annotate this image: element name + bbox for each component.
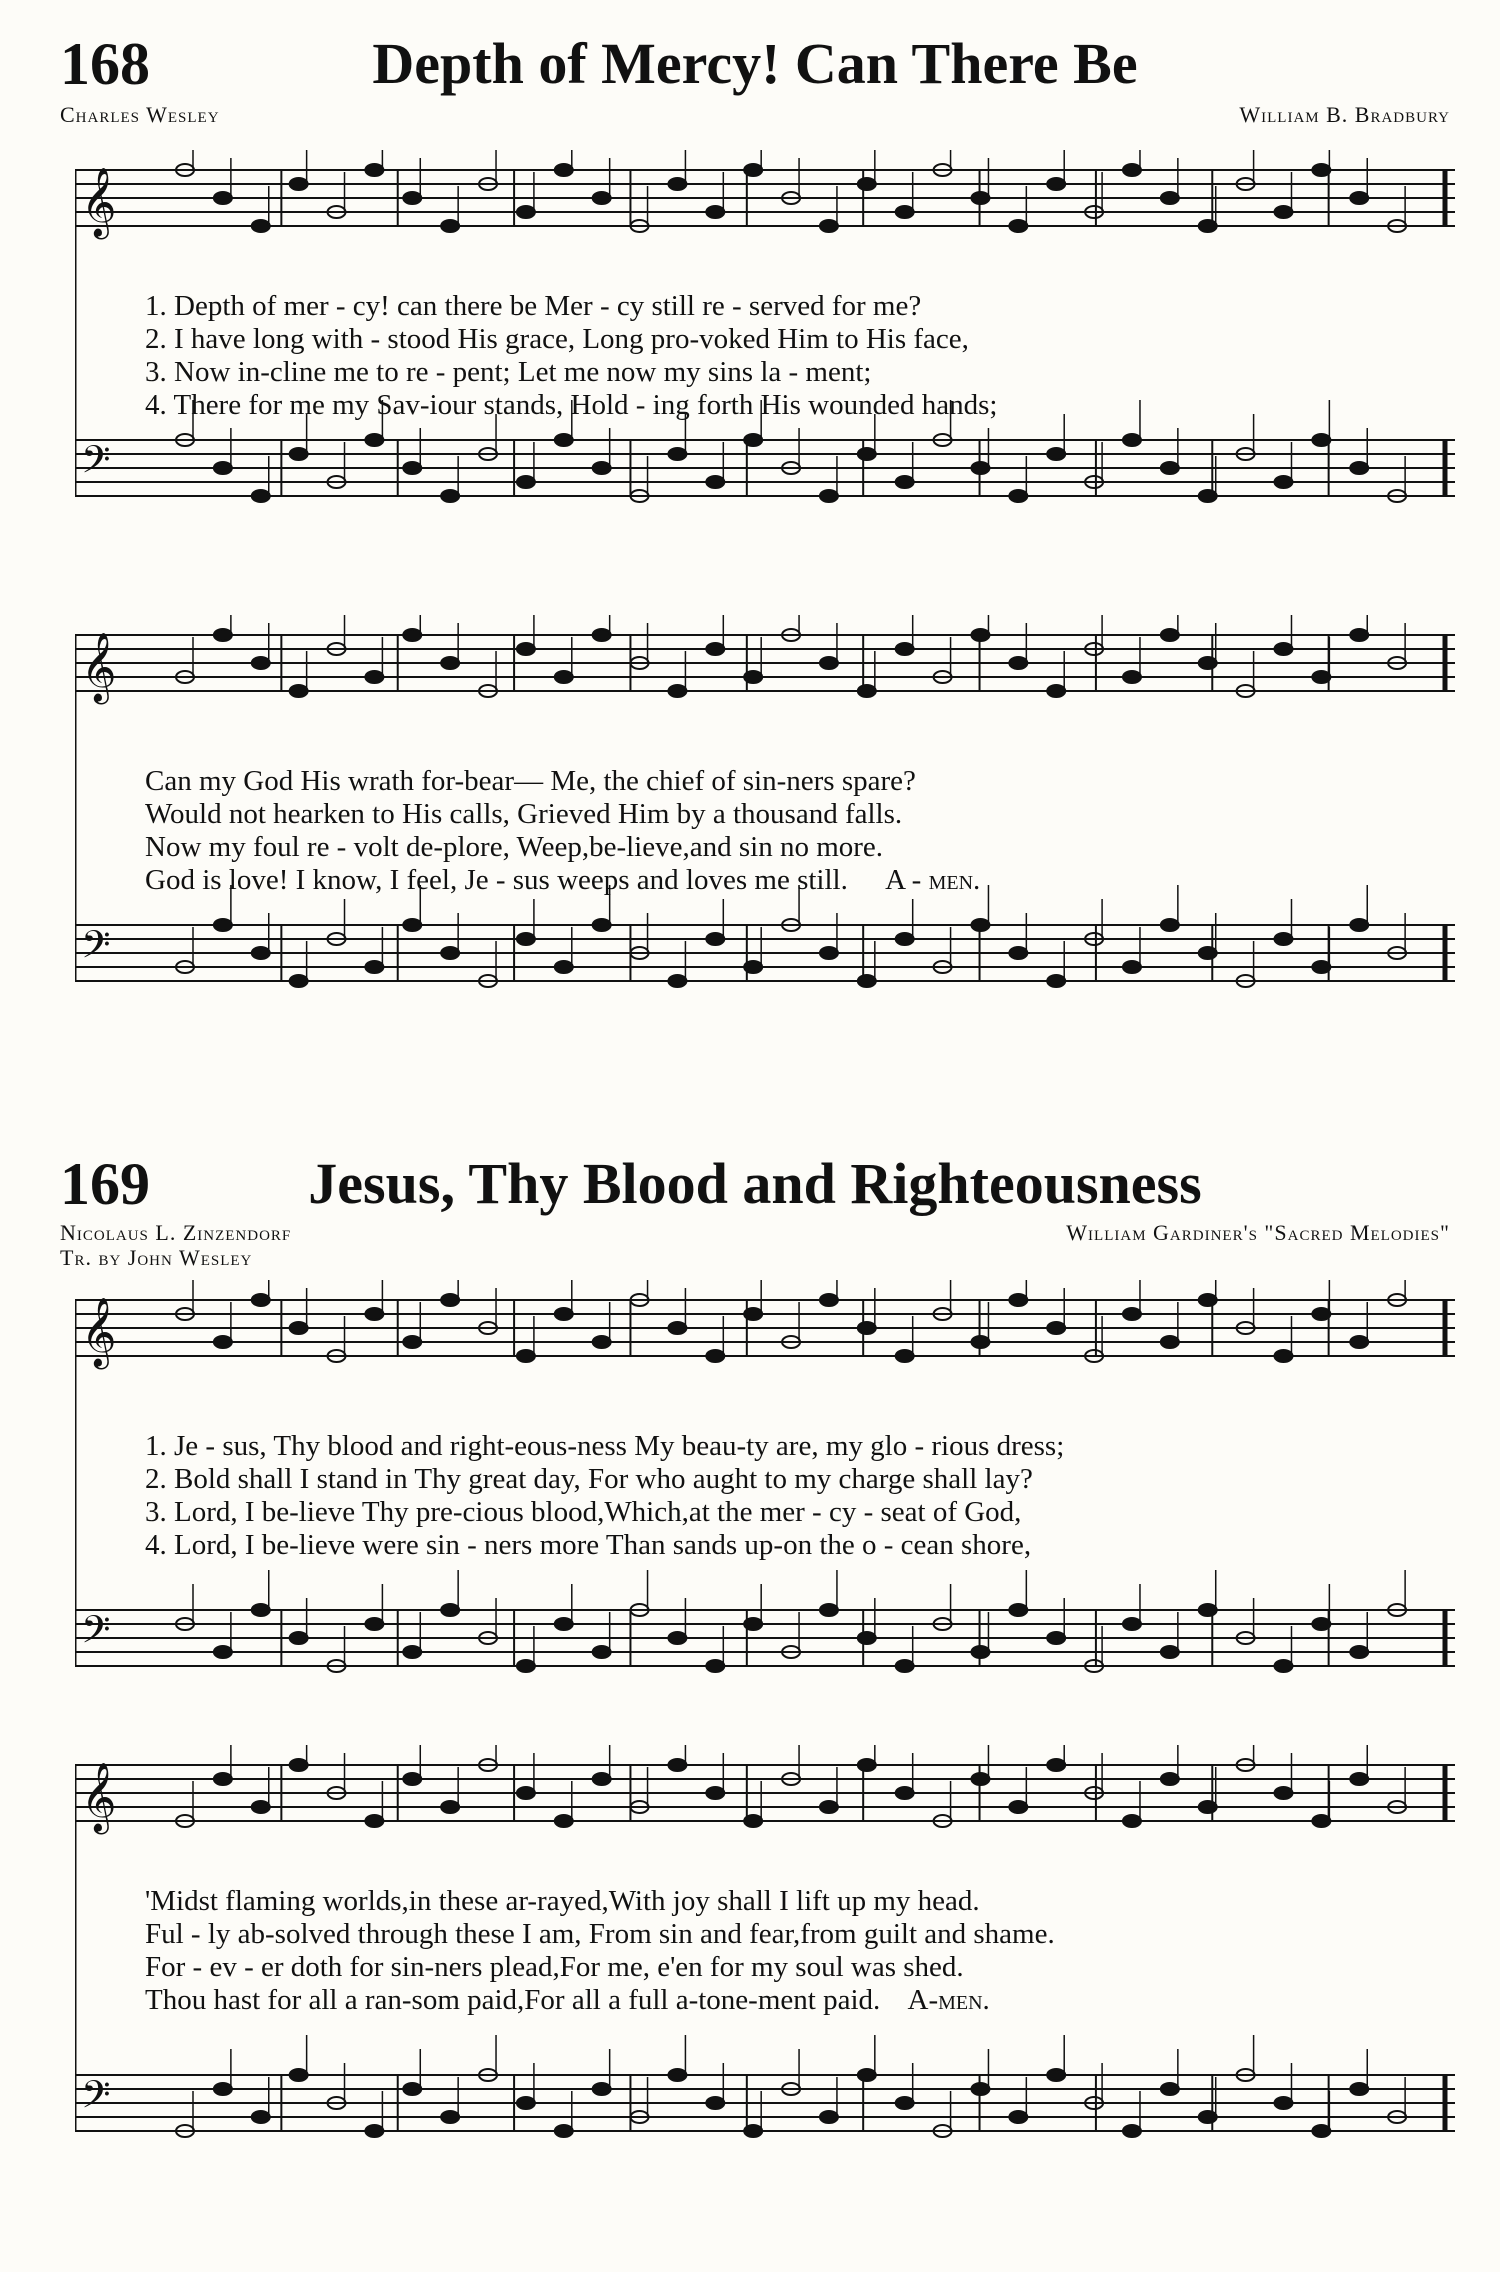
note-head bbox=[858, 1322, 876, 1334]
note-head bbox=[706, 1660, 724, 1672]
note-head bbox=[896, 1350, 914, 1362]
note-head bbox=[1009, 657, 1027, 669]
note-head bbox=[1274, 2097, 1292, 2109]
translator-credit: Tr. by John Wesley bbox=[60, 1245, 253, 1270]
note-head bbox=[706, 476, 724, 488]
note-head bbox=[365, 1815, 383, 1827]
note-head bbox=[403, 1336, 421, 1348]
note-head bbox=[403, 919, 421, 931]
note-head bbox=[896, 1787, 914, 1799]
note-head bbox=[1274, 1787, 1292, 1799]
treble-clef-icon: 𝄞 bbox=[81, 1762, 117, 1832]
note-head bbox=[290, 1759, 308, 1771]
note-head bbox=[1312, 961, 1330, 973]
note-head bbox=[290, 685, 308, 697]
note-head bbox=[1274, 933, 1292, 945]
note-head bbox=[555, 1618, 573, 1630]
note-head bbox=[744, 434, 762, 446]
note-head bbox=[517, 933, 535, 945]
note-head bbox=[1274, 476, 1292, 488]
note-head bbox=[1009, 1294, 1027, 1306]
note-head bbox=[517, 1350, 535, 1362]
note-head bbox=[858, 1632, 876, 1644]
note-head bbox=[744, 1308, 762, 1320]
note-head bbox=[214, 2083, 232, 2095]
note-head bbox=[403, 1646, 421, 1658]
note-head bbox=[1123, 164, 1141, 176]
note-head bbox=[593, 919, 611, 931]
composer-credit: William Gardiner's "Sacred Melodies" bbox=[1066, 1220, 1450, 1245]
note-head bbox=[1274, 206, 1292, 218]
note-head bbox=[1350, 629, 1368, 641]
note-head bbox=[555, 2125, 573, 2137]
note-head bbox=[1350, 1646, 1368, 1658]
note-head bbox=[517, 476, 535, 488]
hymn-number: 169 bbox=[60, 1151, 150, 1217]
note-head bbox=[441, 1294, 459, 1306]
hymn-168-system-2 bbox=[75, 615, 1455, 1035]
note-head bbox=[1123, 961, 1141, 973]
lyric-verse-1: 1. Depth of mer - cy! can there be Mer - cy still re - served for me? bbox=[145, 290, 922, 322]
lyrics-block bbox=[145, 1885, 1445, 2017]
note-head bbox=[593, 192, 611, 204]
bass-clef-icon: 𝄢 bbox=[81, 2072, 111, 2126]
note-head bbox=[441, 1801, 459, 1813]
note-head bbox=[365, 961, 383, 973]
note-head bbox=[517, 2097, 535, 2109]
note-head bbox=[1350, 919, 1368, 931]
note-head bbox=[593, 1773, 611, 1785]
note-head bbox=[1047, 975, 1065, 987]
note-head bbox=[971, 462, 989, 474]
note-head bbox=[971, 192, 989, 204]
note-head bbox=[252, 1294, 270, 1306]
note-head bbox=[858, 448, 876, 460]
lyric-verse-1: Can my God His wrath for-bear— Me, the chief of sin-ners spare? bbox=[145, 765, 916, 797]
note-head bbox=[1199, 220, 1217, 232]
note-head bbox=[744, 2125, 762, 2137]
note-head bbox=[668, 448, 686, 460]
note-head bbox=[214, 462, 232, 474]
note-head bbox=[1123, 1618, 1141, 1630]
lyrics-block bbox=[145, 765, 1445, 897]
note-head bbox=[365, 164, 383, 176]
note-head bbox=[403, 1773, 421, 1785]
note-head bbox=[706, 2097, 724, 2109]
note-head bbox=[1350, 2083, 1368, 2095]
note-head bbox=[517, 643, 535, 655]
note-head bbox=[593, 1646, 611, 1658]
note-head bbox=[1123, 1308, 1141, 1320]
note-head bbox=[290, 1632, 308, 1644]
note-head bbox=[1312, 1618, 1330, 1630]
note-head bbox=[593, 629, 611, 641]
note-head bbox=[971, 919, 989, 931]
note-head bbox=[365, 671, 383, 683]
note-head bbox=[1312, 434, 1330, 446]
note-head bbox=[1350, 1773, 1368, 1785]
lyric-text: God is love! I know, I feel, Je - sus weeps and loves me still. bbox=[145, 864, 848, 896]
note-head bbox=[1312, 1308, 1330, 1320]
note-head bbox=[290, 178, 308, 190]
note-head bbox=[1123, 434, 1141, 446]
note-head bbox=[555, 164, 573, 176]
note-head bbox=[403, 2083, 421, 2095]
note-head bbox=[252, 1604, 270, 1616]
lyric-verse-1: 'Midst flaming worlds,in these ar-rayed,With joy shall I lift up my head. bbox=[145, 1885, 980, 1917]
lyric-verse-4: 4. There for me my Sav-iour stands, Hold - ing forth His wounded hands; bbox=[145, 389, 998, 421]
note-head bbox=[668, 975, 686, 987]
note-head bbox=[403, 629, 421, 641]
note-head bbox=[1009, 490, 1027, 502]
note-head bbox=[214, 1773, 232, 1785]
note-head bbox=[1047, 685, 1065, 697]
note-head bbox=[668, 2069, 686, 2081]
note-head bbox=[1312, 671, 1330, 683]
note-head bbox=[214, 919, 232, 931]
hymn-168-header bbox=[60, 30, 1450, 130]
note-head bbox=[517, 1660, 535, 1672]
note-head bbox=[1350, 462, 1368, 474]
note-head bbox=[668, 1632, 686, 1644]
hymn-169-system-1 bbox=[75, 1280, 1455, 1720]
note-head bbox=[820, 220, 838, 232]
note-head bbox=[706, 1350, 724, 1362]
note-head bbox=[1009, 1604, 1027, 1616]
note-head bbox=[971, 2083, 989, 2095]
hymn-168-system-1 bbox=[75, 150, 1455, 550]
note-head bbox=[1274, 1660, 1292, 1672]
note-head bbox=[1009, 947, 1027, 959]
note-head bbox=[593, 2083, 611, 2095]
note-head bbox=[441, 947, 459, 959]
note-head bbox=[896, 206, 914, 218]
note-head bbox=[1312, 2125, 1330, 2137]
note-head bbox=[1047, 1322, 1065, 1334]
treble-clef-icon: 𝄞 bbox=[81, 1297, 117, 1367]
note-head bbox=[1047, 1632, 1065, 1644]
note-head bbox=[1123, 671, 1141, 683]
note-head bbox=[820, 1801, 838, 1813]
note-head bbox=[706, 933, 724, 945]
note-head bbox=[555, 1308, 573, 1320]
note-head bbox=[820, 490, 838, 502]
note-head bbox=[1199, 657, 1217, 669]
note-head bbox=[668, 1322, 686, 1334]
note-head bbox=[744, 961, 762, 973]
note-head bbox=[252, 947, 270, 959]
lyric-verse-2: Ful - ly ab-solved through these I am, From sin and fear,from guilt and shame. bbox=[145, 1918, 1055, 1950]
lyricist-credit: Charles Wesley bbox=[60, 102, 220, 127]
lyric-verse-3: 3. Now in-cline me to re - pent; Let me now my sins la - ment; bbox=[145, 356, 872, 388]
note-head bbox=[1312, 1815, 1330, 1827]
treble-clef-icon: 𝄞 bbox=[81, 167, 117, 237]
lyric-verse-1: 1. Je - sus, Thy blood and right-eous-ness My beau-ty are, my glo - rious dress; bbox=[145, 1430, 1065, 1462]
note-head bbox=[252, 220, 270, 232]
note-head bbox=[744, 671, 762, 683]
note-head bbox=[706, 1787, 724, 1799]
note-head bbox=[896, 476, 914, 488]
note-head bbox=[214, 192, 232, 204]
note-head bbox=[1009, 220, 1027, 232]
note-head bbox=[365, 434, 383, 446]
note-head bbox=[1047, 2069, 1065, 2081]
note-head bbox=[820, 1604, 838, 1616]
note-head bbox=[858, 685, 876, 697]
note-head bbox=[214, 1336, 232, 1348]
lyricist-credit: Nicolaus L. Zinzendorf bbox=[60, 1220, 292, 1245]
bass-clef-icon: 𝄢 bbox=[81, 437, 111, 491]
note-head bbox=[858, 178, 876, 190]
note-head bbox=[1161, 1646, 1179, 1658]
note-head bbox=[1350, 192, 1368, 204]
note-head bbox=[290, 975, 308, 987]
note-head bbox=[593, 462, 611, 474]
amen-text: A-men. bbox=[907, 1984, 990, 2016]
note-head bbox=[1047, 1759, 1065, 1771]
lyric-verse-4 bbox=[145, 864, 1445, 897]
lyric-verse-4: 4. Lord, I be-lieve were sin - ners more Than sands up-on the o - cean shore, bbox=[145, 1529, 1032, 1561]
note-head bbox=[706, 643, 724, 655]
note-head bbox=[1047, 178, 1065, 190]
note-head bbox=[555, 434, 573, 446]
lyric-verse-3: Now my foul re - volt de-plore, Weep,be-lieve,and sin no more. bbox=[145, 831, 884, 863]
note-head bbox=[896, 1660, 914, 1672]
note-head bbox=[858, 2069, 876, 2081]
bass-clef-icon: 𝄢 bbox=[81, 922, 111, 976]
note-head bbox=[1161, 462, 1179, 474]
note-head bbox=[517, 206, 535, 218]
hymn-169-header bbox=[60, 1150, 1450, 1270]
note-head bbox=[1199, 1604, 1217, 1616]
note-head bbox=[365, 1308, 383, 1320]
note-head bbox=[1047, 448, 1065, 460]
note-head bbox=[896, 2097, 914, 2109]
note-head bbox=[858, 975, 876, 987]
note-head bbox=[668, 1759, 686, 1771]
bass-clef-icon: 𝄢 bbox=[81, 1607, 111, 1661]
note-head bbox=[1161, 629, 1179, 641]
lyric-verse-3: For - ev - er doth for sin-ners plead,For me, e'en for my soul was shed. bbox=[145, 1951, 964, 1983]
note-head bbox=[744, 164, 762, 176]
note-head bbox=[1161, 919, 1179, 931]
note-head bbox=[896, 643, 914, 655]
note-head bbox=[1199, 1294, 1217, 1306]
note-head bbox=[1199, 1801, 1217, 1813]
note-head bbox=[365, 1618, 383, 1630]
note-head bbox=[441, 220, 459, 232]
note-head bbox=[1312, 164, 1330, 176]
note-head bbox=[820, 1294, 838, 1306]
note-head bbox=[1123, 1815, 1141, 1827]
note-head bbox=[971, 1773, 989, 1785]
note-head bbox=[290, 1322, 308, 1334]
note-head bbox=[290, 2069, 308, 2081]
note-head bbox=[971, 1646, 989, 1658]
note-head bbox=[290, 448, 308, 460]
hymn-number: 168 bbox=[60, 31, 150, 97]
note-head bbox=[441, 2111, 459, 2123]
note-head bbox=[1199, 947, 1217, 959]
note-head bbox=[820, 657, 838, 669]
note-head bbox=[214, 1646, 232, 1658]
composer-credit: William B. Bradbury bbox=[1239, 102, 1450, 127]
hymn-169-system-2 bbox=[75, 1745, 1455, 2185]
lyric-verse-2: 2. I have long with - stood His grace, Long pro-voked Him to His face, bbox=[145, 323, 969, 355]
note-head bbox=[555, 961, 573, 973]
note-head bbox=[1199, 2111, 1217, 2123]
note-head bbox=[365, 2125, 383, 2137]
note-head bbox=[1161, 1336, 1179, 1348]
hymn-title: Jesus, Thy Blood and Righteousness bbox=[308, 1151, 1202, 1216]
note-head bbox=[971, 629, 989, 641]
lyrics-block bbox=[145, 1430, 1445, 1562]
note-head bbox=[441, 657, 459, 669]
note-head bbox=[593, 1336, 611, 1348]
note-head bbox=[555, 1815, 573, 1827]
note-head bbox=[441, 1604, 459, 1616]
note-head bbox=[1009, 2111, 1027, 2123]
note-head bbox=[858, 1759, 876, 1771]
note-head bbox=[403, 462, 421, 474]
note-head bbox=[1161, 2083, 1179, 2095]
note-head bbox=[896, 933, 914, 945]
note-head bbox=[1274, 1350, 1292, 1362]
treble-clef-icon: 𝄞 bbox=[81, 632, 117, 702]
lyric-verse-4 bbox=[145, 1984, 1445, 2017]
note-head bbox=[517, 1787, 535, 1799]
amen-text: A - men. bbox=[885, 864, 981, 896]
note-head bbox=[971, 1336, 989, 1348]
note-head bbox=[252, 490, 270, 502]
note-head bbox=[744, 1815, 762, 1827]
note-head bbox=[820, 947, 838, 959]
note-head bbox=[214, 629, 232, 641]
note-head bbox=[1350, 1336, 1368, 1348]
note-head bbox=[1161, 1773, 1179, 1785]
note-head bbox=[668, 178, 686, 190]
note-head bbox=[1274, 643, 1292, 655]
note-head bbox=[252, 2111, 270, 2123]
note-head bbox=[441, 490, 459, 502]
note-head bbox=[252, 657, 270, 669]
lyric-verse-2: Would not hearken to His calls, Grieved Him by a thousand falls. bbox=[145, 798, 903, 830]
note-head bbox=[668, 685, 686, 697]
note-head bbox=[706, 206, 724, 218]
note-head bbox=[1161, 192, 1179, 204]
note-head bbox=[403, 192, 421, 204]
lyric-text: Thou hast for all a ran-som paid,For all a full a-tone-ment paid. bbox=[145, 1984, 881, 2016]
hymn-title: Depth of Mercy! Can There Be bbox=[372, 31, 1138, 96]
note-head bbox=[555, 671, 573, 683]
note-head bbox=[1123, 2125, 1141, 2137]
note-head bbox=[1009, 1801, 1027, 1813]
lyric-verse-3: 3. Lord, I be-lieve Thy pre-cious blood,Which,at the mer - cy - seat of God, bbox=[145, 1496, 1022, 1528]
note-head bbox=[1199, 490, 1217, 502]
note-head bbox=[252, 1801, 270, 1813]
lyrics-block bbox=[145, 290, 1445, 422]
note-head bbox=[820, 2111, 838, 2123]
note-head bbox=[744, 1618, 762, 1630]
lyric-verse-2: 2. Bold shall I stand in Thy great day, For who aught to my charge shall lay? bbox=[145, 1463, 1033, 1495]
